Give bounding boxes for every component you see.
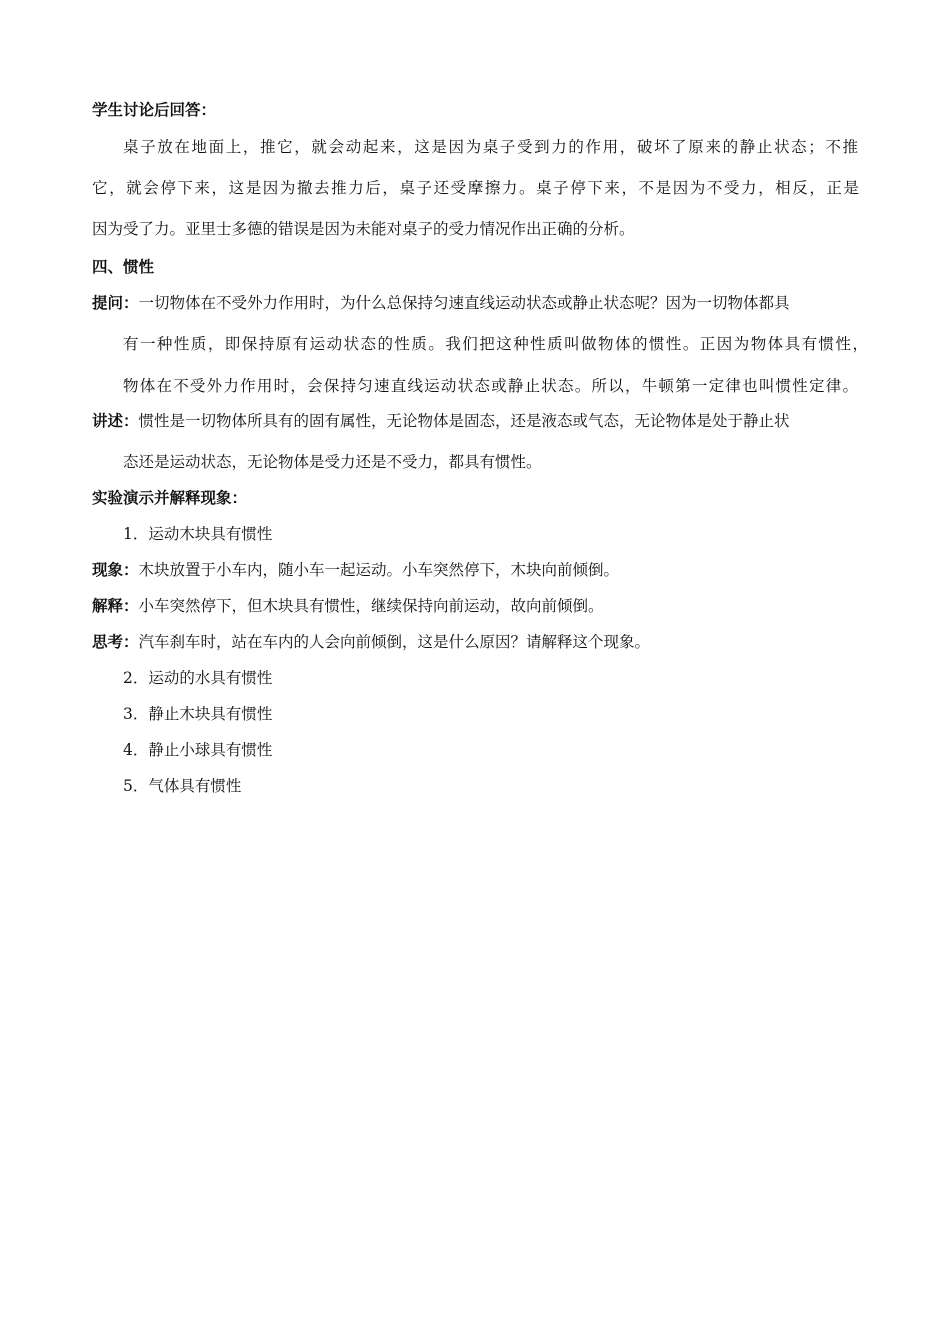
question-line2: 有一种性质，即保持原有运动状态的性质。我们把这种性质叫做物体的惯性。正因为物体具有惯性， <box>123 335 868 353</box>
list-item-1: 1．运动木块具有惯性 <box>123 525 273 543</box>
para1-line2: 它，就会停下来，这是因为撤去推力后，桌子还受摩擦力。桌子停下来，不是因为不受力，相反，正是 <box>92 179 859 197</box>
thinking-label: 思考： <box>92 633 139 651</box>
lecture-text: 惯性是一切物体所具有的固有属性，无论物体是固态，还是液态或气态，无论物体是处于静止状 <box>138 412 790 430</box>
lecture-label: 讲述： <box>92 412 139 430</box>
question-line1 <box>92 293 859 313</box>
explanation-line <box>92 596 950 616</box>
thinking-text: 汽车刹车时，站在车内的人会向前倾倒，这是什么原因？请解释这个现象。 <box>138 633 651 651</box>
phenomenon-label: 现象： <box>92 561 139 579</box>
discussion-heading: 学生讨论后回答： <box>92 101 217 119</box>
list-item-2: 2．运动的水具有惯性 <box>123 669 273 687</box>
para1-line3: 因为受了力。亚里士多德的错误是因为未能对桌子的受力情况作出正确的分析。 <box>92 220 635 238</box>
explanation-text: 小车突然停下，但木块具有惯性，继续保持向前运动，故向前倾倒。 <box>138 597 604 615</box>
lecture-line2: 态还是运动状态，无论物体是受力还是不受力，都具有惯性。 <box>123 453 542 471</box>
question-text: 一切物体在不受外力作用时，为什么总保持匀速直线运动状态或静止状态呢？因为一切物体都具 <box>138 294 790 312</box>
explanation-label: 解释： <box>92 597 139 615</box>
phenomenon-text: 木块放置于小车内，随小车一起运动。小车突然停下，木块向前倾倒。 <box>138 561 620 579</box>
question-label: 提问： <box>92 294 139 312</box>
question-line3: 物体在不受外力作用时，会保持匀速直线运动状态或静止状态。所以，牛顿第一定律也叫惯性定律。 <box>123 377 858 395</box>
experiment-heading: 实验演示并解释现象： <box>92 489 248 507</box>
section-title: 四、惯性 <box>92 258 155 276</box>
list-item-4: 4．静止小球具有惯性 <box>123 741 273 759</box>
phenomenon-line <box>92 560 950 580</box>
para1-line1: 桌子放在地面上，推它，就会动起来，这是因为桌子受到力的作用，破坏了原来的静止状态；不推 <box>123 138 858 156</box>
list-item-3: 3．静止木块具有惯性 <box>123 705 273 723</box>
list-item-5: 5．气体具有惯性 <box>123 777 242 795</box>
thinking-line <box>92 632 950 652</box>
lecture-line1 <box>92 411 950 431</box>
